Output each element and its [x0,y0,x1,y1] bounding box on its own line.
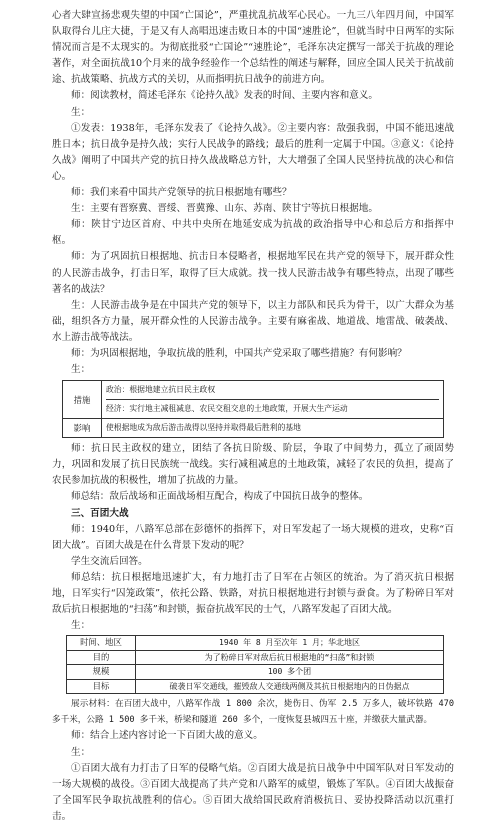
paragraph-intro: 心者大肆宣扬悲观失望的中国“亡国论”，严重扰乱抗战军心民心。一九三八年四月间，中国军队取得台儿庄大捷，于是又有人高唱迅速击败日本的中国“速胜论”，但就当时中日两军的实际情况而言是不太现实的。为彻底批驳“亡国论”“速胜论”，毛泽东决定撰写一部关于抗战的理论著作，对全面抗战10个月来的战争经验作一个总结性的阐述与解释，回应全国人民关于抗战前途、抗战策略、抗战方式的关切，从而指明抗日战争的前进方向。 [52,10,454,86]
teacher-question: 师：我们来看中国共产党领导的抗日根据地有哪些？ [71,187,292,199]
table-cell: 1940 年 8 月至次年 1 月；华北地区 [136,636,444,651]
teacher-question: 师：阅读教材，简述毛泽东《论持久战》发表的时间、主要内容和意义。 [71,90,378,102]
student-label: 生： [71,106,91,118]
teacher-question: 师：1940年，八路军总部在彭德怀的指挥下，对日军发起了一场大规模的进攻，史称“百团大战”。百团大战是在什么背景下发动的呢？ [52,523,454,551]
teacher-summary: 师总结：抗日根据地迅速扩大，有力地打击了日军在占领区的统治。为了消灭抗日根据地，日军实行“囚笼政策”，依托公路、铁路，对抗日根据地进行封锁与蚕食。为了粉碎日军对敌后抗日根据地的“扫荡”和封锁，振奋抗战军民的士气，八路军发起了百团大战。 [52,571,454,616]
table-row [63,419,444,438]
material-paragraph: 展示材料：在百团大战中，八路军作战 1 800 余次，毙伤日、伪军 2.5 万多人，破坏铁路 470 多千米，公路 1 500 多千米，桥梁和隧道 260 多个，一度恢复县城四五十座，并缴获大量武器。 [52,699,454,726]
table-header: 规模 [67,665,136,680]
table-cell: 破袭日军交通线，摧毁敌人交通线两侧及其抗日根据地内的日伪据点 [136,679,444,694]
table-cell-influence: 使根据地成为敌后游击战得以坚持并取得最后胜利的基地 [102,419,444,438]
student-answer: ①百团大战有力打击了日军的侵略气焰。②百团大战是抗日战争中中国军队对日军发动的一场大规模的战役。③百团大战提高了共产党和八路军的威望，锻炼了军队。④百团大战振奋了全国军民争取抗战胜利的信心。⑤百团大战给国民政府消极抗日、妥协投降活动以沉重打击。 [52,762,454,822]
table-row [67,665,444,680]
student-note: 学生交流后回答。 [71,555,148,567]
table-cell-political: 政治：根据地建立抗日民主政权 [106,384,439,400]
teacher-summary: 师总结：敌后战场和正面战场相互配合，构成了中国抗日战争的整体。 [71,491,369,503]
table-row [67,636,444,651]
table-row [63,381,444,419]
section-heading: 三、百团大战 [71,507,129,519]
table-cell-economic: 经济：实行地主减租减息、农民交租交息的土地政策，开展大生产运动 [106,404,348,414]
table-header-influence: 影响 [63,419,102,438]
measures-table [62,380,444,438]
table-header-measures: 措施 [63,381,102,419]
teacher-question: 师：为了巩固抗日根据地、抗击日本侵略者，根据地军民在共产党的领导下，展开群众性的人民游击战争，打击日军，取得了巨大成就。找一找人民游击战争有哪些特点，出现了哪些著名的战法？ [52,251,454,295]
table-cell: 100 多个团 [136,665,444,680]
teacher-question: 师：为巩固根据地，争取抗战的胜利，中国共产党采取了哪些措施？有何影响？ [71,347,407,359]
document-page [52,8,454,825]
student-label: 生： [71,364,91,376]
table-header: 目标 [67,679,136,694]
teacher-statement: 师：陕甘宁边区首府、中共中央所在地延安成为抗战的政治指导中心和总后方和指挥中枢。 [52,219,454,247]
student-answer: 生：人民游击战争是在中国共产党的领导下，以主力部队和民兵为骨干，以广大群众为基础，组织各方力量，展开群众性的人民游击战争。主要有麻雀战、地道战、地雷战、破袭战、水上游击战等战法。 [52,299,454,343]
table-header: 时间、地区 [67,636,136,651]
battle-table [66,635,444,694]
student-answer: 生：主要有晋察冀、晋绥、晋冀豫、山东、苏南、陕甘宁等抗日根据地。 [71,203,378,215]
table-row [67,650,444,665]
table-row [67,679,444,694]
table-header: 目的 [67,650,136,665]
student-label: 生： [71,746,91,758]
student-label: 生： [71,620,91,632]
table-cell: 为了粉碎日军对敌后抗日根据地的“扫荡”和封锁 [136,650,444,665]
teacher-statement: 师：抗日民主政权的建立，团结了各抗日阶级、阶层，争取了中间势力，孤立了顽固势力，巩固和发展了抗日民族统一战线。实行减租减息的土地政策，减轻了农民的负担，提高了农民参加抗战的积极性，增加了抗战的力量。 [52,443,454,487]
student-answer: ①发表：1938年，毛泽东发表了《论持久战》。②主要内容：敌强我弱，中国不能迅速战胜日本；抗日战争是持久战；实行人民战争的路线；最后的胜利一定属于中国。③意义：《论持久战》阐明了中国共产党的抗日持久战战略总方针，大大增强了全国人民坚持抗战的决心和信心。 [52,122,454,182]
teacher-question: 师：结合上述内容讨论一下百团大战的意义。 [71,730,263,742]
table-cell [102,381,444,419]
